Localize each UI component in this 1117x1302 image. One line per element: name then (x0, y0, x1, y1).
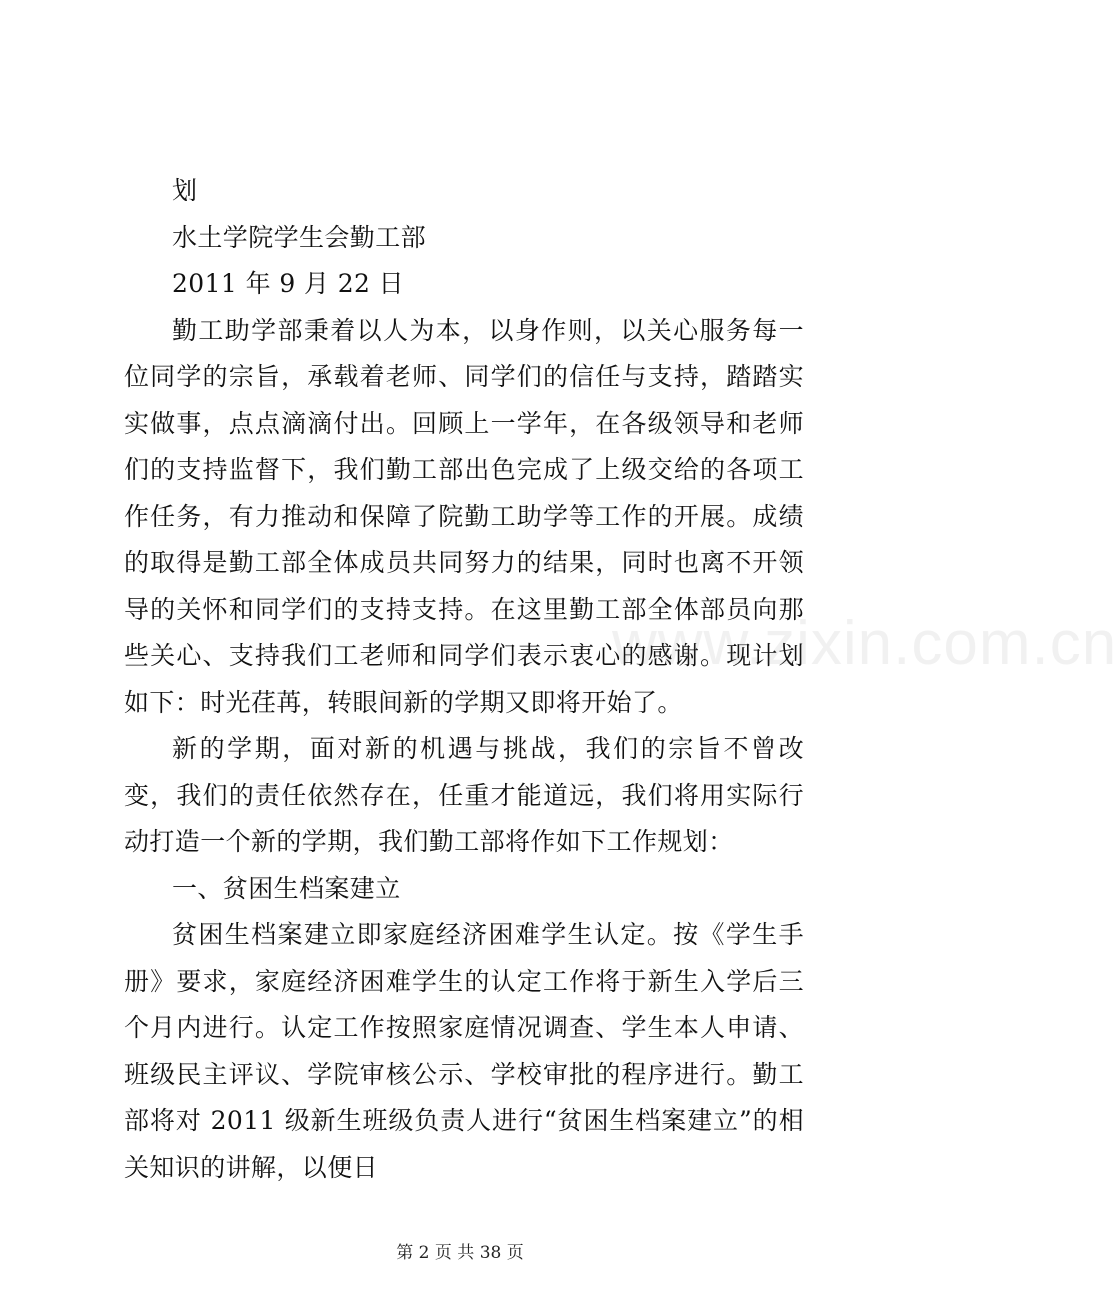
organization-name: 水土学院学生会勤工部 (172, 222, 427, 252)
body-paragraph-1: 勤工助学部秉着以人为本，以身作则，以关心服务每一位同学的宗旨，承载着老师、同学们的信任与支持，踏踏实实做事，点点滴滴付出。回顾上一学年，在各级领导和老师们的支持监督下，我们勤工部出色完成了上级交给的各项工作任务，有力推动和保障了院勤工助学等工作的开展。成绩的取得是勤工部全体成员共同努力的结果，同时也离不开领导的关怀和同学们的支持支持。在这里勤工部全体部员向那些关心、支持我们工老师和同学们表示衷心的感谢。现计划如下：时光荏苒，转眼间新的学期又即将开始了。 (124, 315, 804, 717)
document-date: 2011 年 9 月 22 日 (172, 269, 405, 298)
body-paragraph-2: 新的学期，面对新的机遇与挑战，我们的宗旨不曾改变，我们的责任依然存在，任重才能道远，我们将用实际行动打造一个新的学期，我们勤工部将作如下工作规划： (124, 734, 804, 856)
section-heading: 一、贫困生档案建立 (172, 873, 401, 903)
section-paragraph: 贫困生档案建立即家庭经济困难学生认定。按《学生手册》要求，家庭经济困难学生的认定工作将于新生入学后三个月内进行。认定工作按照家庭情况调查、学生本人申请、班级民主评议、学院审核公示、学校审批的程序进行。勤工部将对 2011 级新生班级负责人进行“贫困生档案建立”的相关知识的讲解，以便日 (124, 920, 804, 1182)
page-footer: 第 2 页 共 38 页 (396, 1243, 524, 1263)
title-fragment: 划 (172, 176, 198, 205)
document-body (124, 168, 804, 1191)
watermark: www.zixin.com.cn (612, 609, 1117, 678)
